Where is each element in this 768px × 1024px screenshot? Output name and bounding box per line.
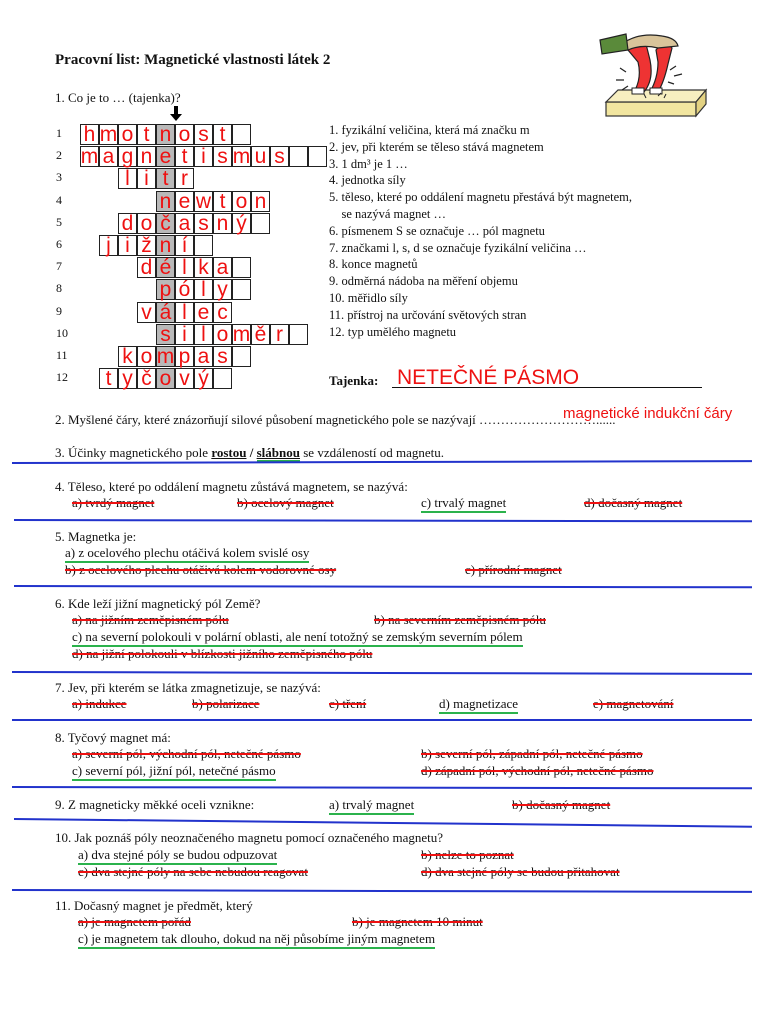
- tajenka-label: Tajenka:: [329, 373, 379, 388]
- divider-line: [14, 585, 752, 588]
- q7-option-c[interactable]: c) tření: [329, 696, 367, 711]
- crossword-letter: p: [178, 345, 191, 368]
- q8-option-a[interactable]: a) severní pól, východní pól, netečné pásmo: [72, 746, 301, 761]
- crossword-cell[interactable]: [213, 368, 232, 389]
- crossword-letter: e: [197, 300, 210, 324]
- crossword-letter: k: [198, 256, 209, 280]
- crossword-cell[interactable]: [232, 257, 251, 278]
- crossword-letter: n: [159, 123, 172, 146]
- crossword-letter: l: [182, 256, 187, 280]
- q4-text: 4. Těleso, které po oddálení magnetu zůstává magnetem, se nazývá:: [55, 479, 408, 494]
- crossword-clue: 4. jednotka síly: [329, 173, 406, 188]
- crossword-letter: p: [159, 278, 172, 302]
- q5-option-b[interactable]: b) z ocelového plechu otáčivá kolem vodorovné osy: [65, 562, 337, 577]
- crossword-letter: a: [216, 256, 229, 280]
- crossword-letter: s: [217, 345, 228, 368]
- q9-text: 9. Z magneticky měkké oceli vznikne:: [55, 797, 255, 812]
- crossword-letter: y: [122, 367, 133, 391]
- crossword-letter: s: [198, 123, 209, 146]
- crossword-letter: á: [159, 300, 172, 324]
- crossword-letter: h: [83, 123, 96, 146]
- crossword-letter: t: [181, 145, 188, 169]
- crossword-letter: i: [182, 322, 187, 346]
- crossword-clue: 8. konce magnetů: [329, 257, 418, 272]
- q2-text: 2. Myšlené čáry, které znázorňují silové působení magnetického pole se nazývají ………………………......: [55, 412, 616, 427]
- crossword-letter: ě: [254, 322, 267, 346]
- q3-option-rostou[interactable]: rostou: [211, 445, 247, 460]
- q6-option-d[interactable]: d) na jižní polokouli v blízkosti jižního zeměpisného pólu: [72, 646, 373, 661]
- crossword-letter: i: [201, 145, 206, 169]
- crossword-letter: t: [219, 123, 226, 146]
- crossword-letter: j: [106, 234, 111, 257]
- q6-option-a[interactable]: a) na jižním zeměpisném pólu: [72, 612, 229, 627]
- crossword-letter: t: [143, 123, 150, 146]
- q4-option-a[interactable]: a) tvrdý magnet: [72, 495, 155, 510]
- q7-option-b[interactable]: b) polarizace: [192, 696, 260, 711]
- divider-line: [12, 889, 752, 893]
- crossword-letter: c: [217, 300, 228, 324]
- crossword-letter: w: [195, 189, 212, 213]
- crossword-letter: ý: [236, 211, 247, 235]
- q8-option-d[interactable]: d) západní pól, východní pól, netečné pásmo: [421, 763, 654, 778]
- crossword-letter: r: [276, 322, 283, 346]
- crossword-letter: i: [144, 167, 149, 191]
- crossword-row-number: 7: [56, 259, 62, 274]
- q11-option-a[interactable]: a) je magnetem pořád: [78, 914, 191, 929]
- q10-option-b[interactable]: b) nelze to poznat: [421, 847, 514, 862]
- crossword-row-number: 11: [56, 348, 68, 362]
- crossword-letter: m: [99, 123, 118, 146]
- crossword-letter: t: [162, 167, 169, 191]
- q10-option-d[interactable]: d) dva stejné póly se budou přitahovat: [421, 864, 620, 879]
- crossword-letter: s: [198, 211, 209, 235]
- crossword-cell[interactable]: [232, 279, 251, 300]
- crossword-letter: e: [178, 189, 191, 213]
- crossword-letter: l: [182, 300, 187, 324]
- q10-text: 10. Jak poznáš póly neoznačeného magnetu pomocí označeného magnetu?: [55, 830, 444, 845]
- crossword-cell[interactable]: [308, 146, 327, 167]
- crossword-letter: l: [201, 278, 206, 302]
- crossword-letter: g: [121, 145, 134, 169]
- down-arrow-icon: [169, 106, 183, 122]
- q6-option-c[interactable]: c) na severní polokouli v polární oblasti, ale není totožný se zemským severním pólem: [72, 629, 523, 647]
- crossword-cell[interactable]: [251, 213, 270, 234]
- q3-separator: /: [246, 445, 257, 460]
- crossword-letter: d: [140, 256, 153, 280]
- crossword-letter: m: [156, 345, 175, 368]
- crossword-letter: n: [216, 211, 229, 235]
- q4-option-b[interactable]: b) ocelový magnet: [237, 495, 334, 510]
- q3-option-slabnou[interactable]: slábnou: [256, 445, 300, 460]
- crossword-clue: 6. písmenem S se označuje … pól magnetu: [329, 223, 545, 238]
- crossword-row-number: 4: [56, 192, 62, 207]
- crossword-clue: 12. typ umělého magnetu: [329, 324, 457, 339]
- q11-option-b[interactable]: b) je magnetem 10 minut: [352, 914, 483, 929]
- q6-text: 6. Kde leží jižní magnetický pól Země?: [55, 596, 261, 611]
- q10-option-a[interactable]: a) dva stejné póly se budou odpuzovat: [78, 847, 277, 865]
- crossword-letter: d: [121, 211, 134, 235]
- page-title: Pracovní list: Magnetické vlastnosti látek 2: [55, 52, 331, 68]
- q5-option-a[interactable]: a) z ocelového plechu otáčivá kolem svislé osy: [65, 545, 309, 563]
- crossword-row-number: 2: [56, 148, 62, 163]
- crossword-letter: o: [216, 322, 229, 346]
- q4-option-c[interactable]: c) trvalý magnet: [421, 495, 506, 513]
- crossword-letter: t: [105, 367, 112, 391]
- crossword-letter: n: [159, 234, 172, 257]
- q8-option-c[interactable]: c) severní pól, jižní pól, netečné pásmo: [72, 763, 276, 781]
- divider-line: [12, 719, 752, 721]
- crossword-letter: r: [181, 167, 188, 191]
- crossword-clues: [329, 122, 632, 340]
- divider-line: [12, 671, 752, 675]
- crossword-letter: o: [235, 189, 248, 213]
- crossword-letter: ó: [178, 278, 191, 302]
- crossword-letter: m: [232, 322, 251, 346]
- q7-option-a[interactable]: a) indukce: [72, 696, 127, 711]
- q3-text-b: se vzdáleností od magnetu.: [299, 445, 445, 460]
- crossword-letter: y: [217, 278, 228, 302]
- crossword-row-number: 5: [56, 214, 62, 229]
- crossword-letter: a: [197, 345, 210, 368]
- q7-option-d[interactable]: d) magnetizace: [439, 696, 518, 714]
- crossword-letter: č: [141, 367, 152, 391]
- crossword-letter: č: [160, 211, 171, 235]
- crossword-row-number: 6: [56, 237, 62, 251]
- crossword-clue: 11. přístroj na určování světových stran: [329, 307, 527, 322]
- crossword-row-number: 12: [56, 370, 68, 385]
- horseshoe-magnet-illustration: [598, 30, 710, 124]
- crossword-letter: a: [178, 211, 191, 235]
- divider-line: [12, 786, 752, 789]
- q9-option-b[interactable]: b) dočasný magnet: [512, 797, 611, 812]
- crossword-clue: 7. značkami l, s, d se označuje fyzikální veličina …: [329, 240, 587, 255]
- crossword-letter: i: [125, 234, 130, 257]
- q3-text: [55, 445, 444, 461]
- q8-option-b[interactable]: b) severní pól, západní pól, netečné pásmo: [421, 746, 643, 761]
- q1-prompt: 1. Co je to … (tajenka)?: [55, 90, 181, 105]
- crossword-letter: n: [159, 189, 172, 213]
- q6-option-b[interactable]: b) na severním zeměpisném pólu: [374, 612, 546, 627]
- crossword-cell[interactable]: [232, 346, 251, 367]
- crossword-letter: e: [159, 145, 172, 169]
- crossword-letter: a: [102, 145, 115, 169]
- q2-answer[interactable]: magnetické indukční čáry: [563, 405, 733, 422]
- crossword-clue: 10. měřidlo síly: [329, 290, 408, 305]
- crossword-letter: m: [232, 145, 251, 169]
- crossword-row-number: 3: [56, 170, 62, 185]
- crossword-letter: í: [181, 234, 188, 257]
- crossword-letter: t: [219, 189, 226, 213]
- q3-text-a: 3. Účinky magnetického pole: [55, 445, 212, 460]
- q5-text: 5. Magnetka je:: [55, 529, 137, 544]
- crossword-letter: n: [140, 145, 153, 169]
- crossword-letter: s: [217, 145, 228, 169]
- tajenka-answer[interactable]: NETEČNÉ PÁSMO: [397, 366, 580, 389]
- crossword-letter: s: [160, 322, 171, 346]
- crossword-letter: m: [80, 145, 99, 169]
- crossword-letter: k: [122, 345, 133, 368]
- crossword-letter: v: [179, 367, 190, 391]
- q11-text: 11. Dočasný magnet je předmět, který: [55, 898, 253, 913]
- crossword-cell[interactable]: [194, 235, 213, 256]
- q8-text: 8. Tyčový magnet má:: [55, 730, 171, 745]
- crossword-clue: 2. jev, při kterém se těleso stává magnetem: [329, 139, 544, 154]
- crossword-letter: o: [178, 123, 191, 146]
- q11-option-c[interactable]: c) je magnetem tak dlouho, dokud na něj působíme jiným magnetem: [78, 931, 435, 949]
- divider-line: [14, 818, 752, 828]
- crossword-letter: n: [254, 189, 267, 213]
- crossword-row-number: 9: [56, 303, 62, 318]
- crossword-letter: l: [201, 322, 206, 346]
- crossword-letter: v: [141, 300, 152, 324]
- crossword-clue: 1. fyzikální veličina, která má značku m: [329, 123, 530, 137]
- q9-option-a[interactable]: a) trvalý magnet: [329, 797, 414, 815]
- crossword-cell[interactable]: [289, 146, 308, 167]
- crossword-letter: u: [254, 145, 267, 169]
- crossword-letter: s: [274, 145, 285, 169]
- q10-option-c[interactable]: c) dva stejné póly na sebe nebudou reagovat: [78, 864, 308, 879]
- crossword-letter: o: [140, 211, 153, 235]
- crossword-row-number: 1: [56, 126, 62, 140]
- crossword-letter: o: [121, 123, 134, 146]
- crossword-letter: o: [140, 345, 153, 368]
- crossword-clue: 5. těleso, které po oddálení magnetu přestává být magnetem,: [329, 190, 633, 205]
- crossword-cell[interactable]: [289, 324, 308, 345]
- crossword-row-number: 8: [56, 281, 62, 296]
- crossword-clue: 9. odměrná nádoba na měření objemu: [329, 274, 518, 289]
- crossword-clue: se nazývá magnet …: [329, 206, 446, 221]
- crossword-letter: é: [159, 256, 172, 280]
- crossword-letter: l: [125, 167, 130, 191]
- crossword-letter: ý: [198, 367, 209, 391]
- crossword-letter: o: [159, 367, 172, 391]
- crossword-clue: 3. 1 dm³ je 1 …: [329, 156, 408, 171]
- crossword-cell[interactable]: [232, 124, 251, 145]
- q4-option-d[interactable]: d) dočasný magnet: [584, 495, 683, 510]
- crossword-row-number: 10: [56, 325, 68, 340]
- q7-option-e[interactable]: e) magnetování: [593, 696, 674, 711]
- divider-line: [14, 519, 752, 522]
- q5-option-c[interactable]: c) přírodní magnet: [465, 562, 562, 577]
- crossword-letter: ž: [141, 234, 152, 257]
- q7-text: 7. Jev, při kterém se látka zmagnetizuje, se nazývá:: [55, 680, 321, 695]
